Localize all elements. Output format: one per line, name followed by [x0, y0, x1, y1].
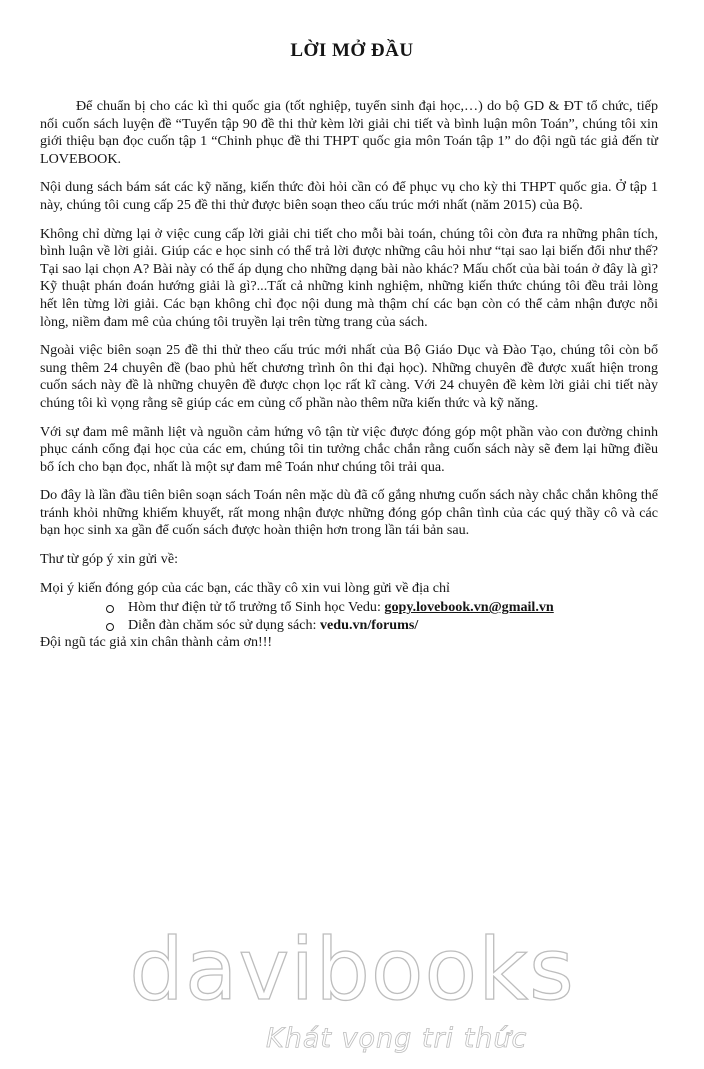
contact-email-label: Hòm thư điện tử tổ trưởng tổ Sinh học Vedu:: [128, 599, 381, 616]
paragraph-feedback-address: Mọi ý kiến đóng góp của các bạn, các thầy cô xin vui lòng gửi về địa chỉ: [40, 579, 450, 596]
watermark-logo: davibooks: [129, 920, 575, 1020]
paragraph-apology: Do đây là lần đầu tiên biên soạn sách Toán nên mặc dù đã cố gắng nhưng cuốn sách này chắc chắn không thể tránh khỏi những khiếm khuyết, rất mong nhận được những đóng góp chân tình của các quý thầy cô và các bạn học sinh xa gần để cuốn sách được hoàn thiện hơn trong lần tái bản sau.: [40, 487, 658, 539]
contact-email-item: [106, 599, 658, 617]
paragraph-analysis: Không chỉ dừng lại ở việc cung cấp lời giải chi tiết cho mỗi bài toán, chúng tôi còn đưa ra những phân tích, bình luận về lời giải. Giúp các e học sinh có thể trả lời được những câu hỏi như “tại sao lại biến đổi như thế? Tại sao lại chọn A? Bài này có thể áp dụng cho những dạng bài nào khác? Mấu chốt của bài toán ở đây là gì? Kỹ thuật phán đoán hướng giải là gì?...Tất cả những kinh nghiệm, những kiến thức chúng tôi đều trải lòng hết lên từng lời giải. Các bạn không chỉ đọc nội dung mà thậm chí các bạn còn có thể cảm nhận được nỗi lòng, niềm đam mê của chúng tôi truyền lại trên từng trang của sách.: [40, 225, 658, 330]
contact-list: [40, 599, 658, 634]
paragraph-feedback-heading: Thư từ góp ý xin gửi về:: [40, 551, 179, 568]
contact-email-link[interactable]: gopy.lovebook.vn@gmail.vn: [384, 599, 554, 616]
paragraph-intro: Để chuẩn bị cho các kì thi quốc gia (tốt nghiệp, tuyển sinh đại học,…) do bộ GD & ĐT tổ chức, tiếp nối cuốn sách luyện đề “Tuyển tập 90 đề thi thử kèm lời giải chi tiết và bình luận môn Toán”, chúng tôi xin giới thiệu bạn đọc cuốn tập 1 “Chinh phục đề thi THPT quốc gia môn Toán tập 1” do đội ngũ tác giả đến từ LOVEBOOK.: [40, 98, 658, 167]
paragraph-topics: Ngoài việc biên soạn 25 đề thi thử theo cấu trúc mới nhất của Bộ Giáo Dục và Đào Tạo, chúng tôi còn bổ sung thêm 24 chuyên đề (bao phủ hết chương trình ôn thi đại học). Những chuyên đề được xuất hiện trong cuốn sách này đề là những chuyên đề được chọn lọc rất kĩ càng. Với 24 chuyên đề kèm lời giải chi tiết này chúng tôi kì vọng rằng sẽ giúp các em củng cố phần nào thêm nữa kiến thức và kỹ năng.: [40, 342, 658, 411]
page-title: LỜI MỞ ĐẦU: [290, 40, 414, 61]
contact-forum-item: [106, 617, 658, 635]
closing-thanks: Đội ngũ tác giả xin chân thành cảm ơn!!!: [40, 634, 273, 651]
contact-forum-link[interactable]: vedu.vn/forums/: [320, 616, 419, 633]
paragraph-passion: Với sự đam mê mãnh liệt và nguồn cảm hứng vô tận từ việc được đóng góp một phần vào con đường chinh phục cánh cổng đại học của các em, chúng tôi tin tưởng chắc chắn rằng cuốn sách này sẽ đem lại hững điều bổ ích cho bạn đọc, nhất là một sự đam mê Toán như chúng tôi trải qua.: [40, 423, 658, 475]
document-body: [40, 98, 658, 663]
paragraph-content: Nội dung sách bám sát các kỹ năng, kiến thức đòi hỏi cần có để phục vụ cho kỳ thi THPT quốc gia. Ở tập 1 này, chúng tôi cung cấp 25 đề thi thử được biên soạn theo cấu trúc mới nhất (năm 2015) của Bộ.: [40, 179, 658, 213]
watermark: [0, 920, 704, 1065]
watermark-slogan: Khát vọng tri thức: [266, 1023, 528, 1054]
contact-forum-label: Diễn đàn chăm sóc sử dụng sách:: [128, 616, 317, 633]
